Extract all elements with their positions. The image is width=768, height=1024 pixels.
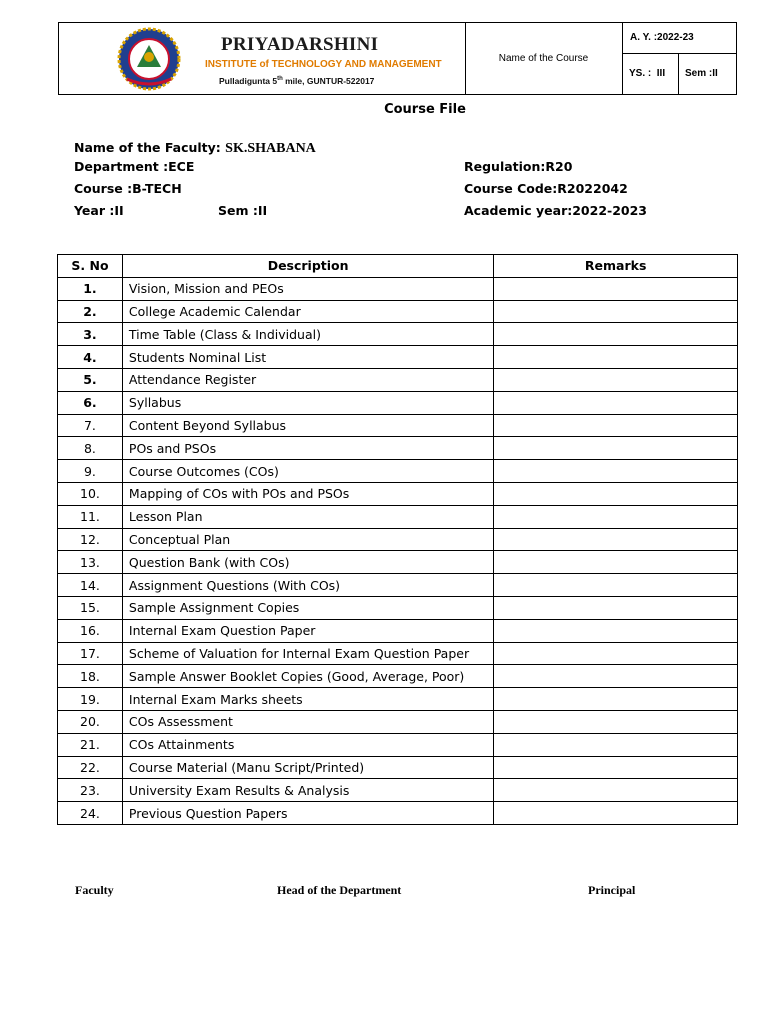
row-remarks (494, 619, 738, 642)
row-remarks (494, 300, 738, 323)
row-description: Mapping of COs with POs and PSOs (122, 482, 493, 505)
header-divider (622, 23, 623, 94)
table-row (58, 688, 738, 711)
row-remarks (494, 437, 738, 460)
row-sno: 10. (58, 482, 123, 505)
row-sno: 4. (58, 346, 123, 369)
row-sno: 14. (58, 574, 123, 597)
faculty-line (74, 140, 316, 157)
table-row (58, 619, 738, 642)
academic-year-label: A. Y. :2022-23 (630, 32, 694, 43)
row-sno: 6. (58, 391, 123, 414)
signature-hod: Head of the Department (277, 883, 402, 897)
row-remarks (494, 323, 738, 346)
header-sno: S. No (58, 255, 123, 278)
row-description: Syllabus (122, 391, 493, 414)
row-remarks (494, 277, 738, 300)
row-sno: 3. (58, 323, 123, 346)
row-remarks (494, 460, 738, 483)
year-field: Year :II (74, 203, 124, 218)
row-sno: 7. (58, 414, 123, 437)
table-row (58, 323, 738, 346)
row-remarks (494, 665, 738, 688)
header-remarks: Remarks (494, 255, 738, 278)
row-sno: 15. (58, 596, 123, 619)
row-remarks (494, 528, 738, 551)
regulation-field: Regulation:R20 (464, 159, 573, 174)
row-remarks (494, 642, 738, 665)
row-remarks (494, 802, 738, 825)
row-description: College Academic Calendar (122, 300, 493, 323)
row-description: Content Beyond Syllabus (122, 414, 493, 437)
row-description: COs Assessment (122, 710, 493, 733)
row-sno: 13. (58, 551, 123, 574)
table-row (58, 368, 738, 391)
table-row (58, 528, 738, 551)
row-sno: 22. (58, 756, 123, 779)
row-description: Lesson Plan (122, 505, 493, 528)
table-row (58, 733, 738, 756)
row-description: Conceptual Plan (122, 528, 493, 551)
row-description: Previous Question Papers (122, 802, 493, 825)
table-row (58, 437, 738, 460)
table-row (58, 391, 738, 414)
row-sno: 2. (58, 300, 123, 323)
row-description: POs and PSOs (122, 437, 493, 460)
faculty-label: Name of the Faculty: (74, 140, 226, 155)
row-description: Question Bank (with COs) (122, 551, 493, 574)
header-description: Description (122, 255, 493, 278)
course-code-field: Course Code:R2022042 (464, 181, 628, 196)
academic-year-field: Academic year:2022-2023 (464, 203, 648, 218)
table-row (58, 346, 738, 369)
row-remarks (494, 733, 738, 756)
course-file-table (57, 254, 738, 825)
table-row (58, 756, 738, 779)
row-description: Assignment Questions (With COs) (122, 574, 493, 597)
table-row (58, 642, 738, 665)
row-description: University Exam Results & Analysis (122, 779, 493, 802)
row-description: Time Table (Class & Individual) (122, 323, 493, 346)
faculty-name: SK.SHABANA (225, 141, 316, 156)
table-row (58, 505, 738, 528)
row-sno: 16. (58, 619, 123, 642)
table-row (58, 779, 738, 802)
year-label: YS. : III (629, 68, 666, 79)
row-description: COs Attainments (122, 733, 493, 756)
semester-label: Sem :II (685, 68, 718, 79)
row-sno: 19. (58, 688, 123, 711)
row-remarks (494, 551, 738, 574)
row-sno: 24. (58, 802, 123, 825)
row-sno: 17. (58, 642, 123, 665)
row-remarks (494, 505, 738, 528)
table-row (58, 460, 738, 483)
signature-principal: Principal (588, 883, 636, 897)
page-title: Course File (384, 102, 466, 117)
row-sno: 21. (58, 733, 123, 756)
institute-address: Pulladigunta 5th mile, GUNTUR-522017 (219, 76, 375, 86)
institute-name: PRIYADARSHINI (221, 34, 379, 55)
table-row (58, 551, 738, 574)
institute-logo-icon (113, 27, 185, 91)
row-remarks (494, 574, 738, 597)
table-row (58, 802, 738, 825)
row-description: Attendance Register (122, 368, 493, 391)
department-field: Department :ECE (74, 159, 195, 174)
table-row (58, 300, 738, 323)
row-description: Course Outcomes (COs) (122, 460, 493, 483)
table-row (58, 482, 738, 505)
row-sno: 1. (58, 277, 123, 300)
sem-field: Sem :II (218, 203, 268, 218)
table-header-row (58, 255, 738, 278)
course-name-label: Name of the Course (498, 53, 589, 64)
row-remarks (494, 482, 738, 505)
table-row (58, 574, 738, 597)
row-sno: 9. (58, 460, 123, 483)
table-row (58, 596, 738, 619)
row-description: Course Material (Manu Script/Printed) (122, 756, 493, 779)
row-sno: 8. (58, 437, 123, 460)
row-remarks (494, 596, 738, 619)
table-row (58, 414, 738, 437)
row-description: Sample Answer Booklet Copies (Good, Average, Poor) (122, 665, 493, 688)
row-sno: 23. (58, 779, 123, 802)
row-remarks (494, 779, 738, 802)
row-remarks (494, 414, 738, 437)
row-description: Internal Exam Marks sheets (122, 688, 493, 711)
row-sno: 18. (58, 665, 123, 688)
row-remarks (494, 710, 738, 733)
table-row (58, 710, 738, 733)
row-sno: 11. (58, 505, 123, 528)
row-description: Sample Assignment Copies (122, 596, 493, 619)
table-row (58, 277, 738, 300)
table-row (58, 665, 738, 688)
institute-subtitle: INSTITUTE of TECHNOLOGY AND MANAGEMENT (205, 59, 442, 70)
course-field: Course :B-TECH (74, 181, 182, 196)
row-description: Internal Exam Question Paper (122, 619, 493, 642)
row-remarks (494, 368, 738, 391)
document-header (58, 22, 737, 95)
row-description: Students Nominal List (122, 346, 493, 369)
row-sno: 12. (58, 528, 123, 551)
row-sno: 20. (58, 710, 123, 733)
row-remarks (494, 346, 738, 369)
signature-faculty: Faculty (75, 883, 114, 897)
row-remarks (494, 688, 738, 711)
row-description: Scheme of Valuation for Internal Exam Question Paper (122, 642, 493, 665)
row-description: Vision, Mission and PEOs (122, 277, 493, 300)
header-divider (622, 53, 736, 54)
header-divider (678, 53, 679, 94)
row-sno: 5. (58, 368, 123, 391)
row-remarks (494, 756, 738, 779)
row-remarks (494, 391, 738, 414)
